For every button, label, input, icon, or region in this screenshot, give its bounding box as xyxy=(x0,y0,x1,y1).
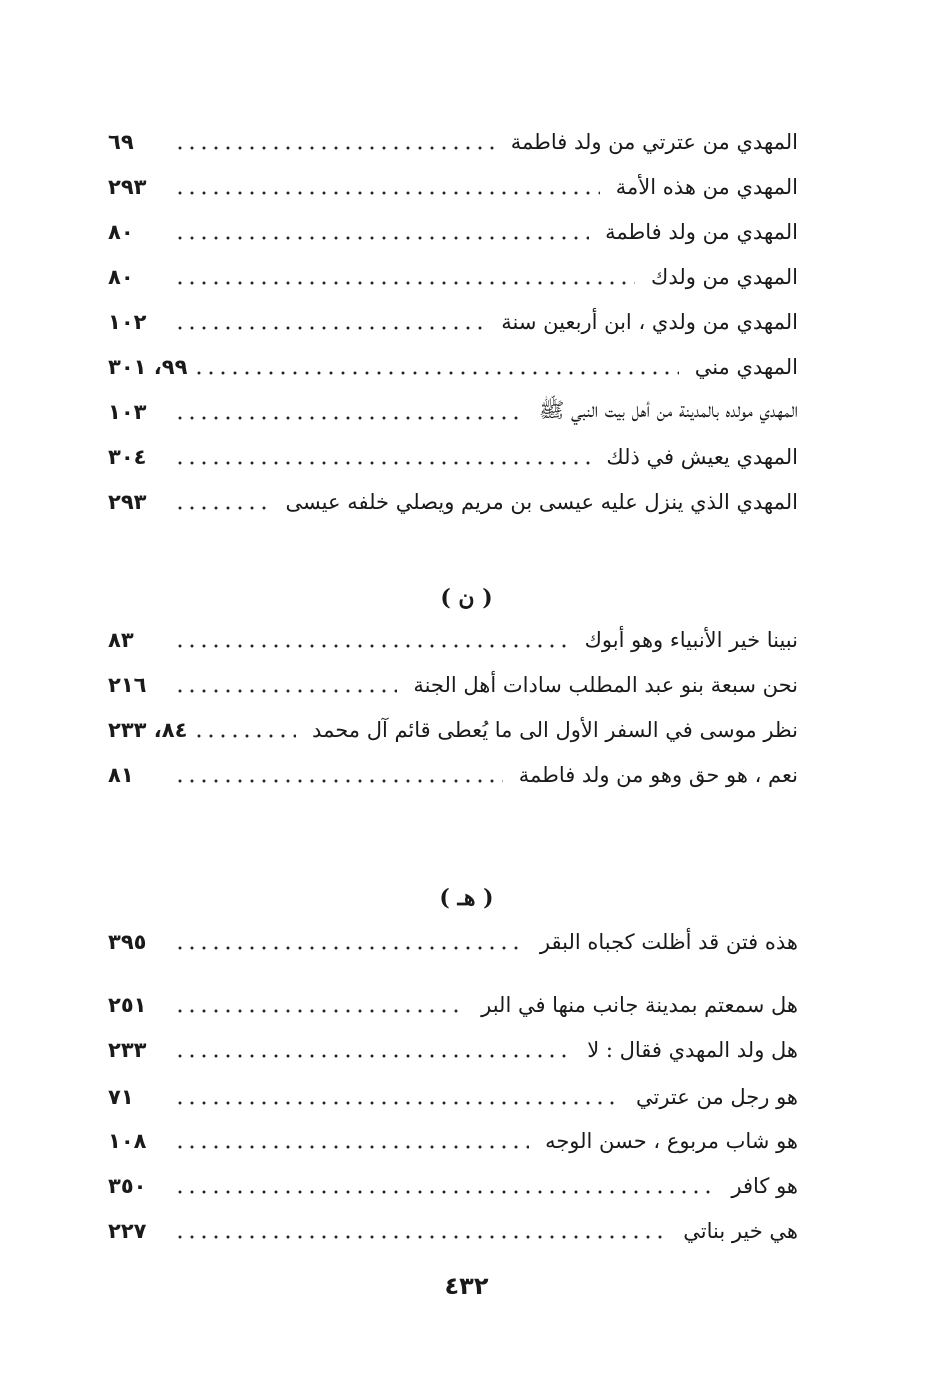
leader-dots xyxy=(193,371,678,375)
entry-text: نحن سبعة بنو عبد المطلب سادات أهل الجنة xyxy=(403,673,798,697)
entry-text: هل سمعتم بمدينة جانب منها في البر xyxy=(471,993,798,1017)
leader-dots xyxy=(174,1235,667,1239)
entry-page: ٨٠ xyxy=(108,220,134,244)
index-entry xyxy=(108,620,798,660)
entry-text: المهدي يعيش في ذلك xyxy=(596,445,798,469)
page-number: ٤٣٢ xyxy=(444,1272,489,1300)
leader-dots xyxy=(174,326,485,330)
index-entry xyxy=(108,482,798,522)
leader-dots xyxy=(174,1009,465,1013)
entry-text: المهدي من ولد فاطمة xyxy=(595,220,798,244)
entry-text: المهدي الذي ينزل عليه عيسى بن مريم ويصلي خلفه عيسى xyxy=(275,490,798,514)
leader-dots xyxy=(174,146,495,150)
entry-text: هو رجل من عترتي xyxy=(626,1085,798,1109)
index-entry xyxy=(108,257,798,297)
index-entry xyxy=(108,1030,798,1070)
leader-dots xyxy=(174,946,524,950)
index-entry xyxy=(108,212,798,252)
index-entry xyxy=(108,755,798,795)
entry-page: ٨٣ xyxy=(108,628,134,652)
index-entry xyxy=(108,985,798,1025)
entry-page: ١٠٣ xyxy=(108,400,147,424)
section-heading: ( ن ) xyxy=(440,585,493,611)
entry-page: ٣٥٠ xyxy=(108,1174,147,1198)
entry-text: المهدي من هذه الأمة xyxy=(606,175,798,199)
entry-page: ٢٢٧ xyxy=(108,1219,147,1243)
index-entry xyxy=(108,1166,798,1206)
leader-dots xyxy=(193,734,296,738)
entry-text: هو كافر xyxy=(721,1174,798,1198)
entry-page: ٣٩٥ xyxy=(108,930,147,954)
entry-text: المهدي مولده بالمدينة من أهل بيت النبي ﷺ xyxy=(529,397,798,428)
index-entry xyxy=(108,122,798,162)
entry-page: ٢٩٣ xyxy=(108,175,147,199)
entry-text: نعم ، هو حق وهو من ولد فاطمة xyxy=(509,763,798,787)
index-entry xyxy=(108,922,798,962)
entry-page: ٣٠٤ xyxy=(108,445,147,469)
leader-dots xyxy=(174,1145,529,1149)
entry-page: ٢٥١ xyxy=(108,993,147,1017)
leader-dots xyxy=(174,191,600,195)
entry-text: المهدي من ولدك xyxy=(641,265,798,289)
index-entry xyxy=(108,167,798,207)
leader-dots xyxy=(174,461,590,465)
entry-page: ١٠٨ xyxy=(108,1129,147,1153)
entry-text: المهدي من عترتي من ولد فاطمة xyxy=(501,130,798,154)
entry-page: ٦٩ xyxy=(108,130,134,154)
entry-page: ٨٠ xyxy=(108,265,134,289)
index-entry xyxy=(108,1121,798,1161)
section-heading: ( هـ ) xyxy=(439,885,494,911)
entry-text: هذه فتن قد أظلت كجباه البقر xyxy=(530,930,798,954)
entry-text: المهدي مني xyxy=(685,355,798,379)
entry-page: ١٠٢ xyxy=(108,310,147,334)
entry-text: هو شاب مربوع ، حسن الوجه xyxy=(535,1129,798,1153)
leader-dots xyxy=(174,416,523,420)
entry-page: ٨١ xyxy=(108,763,134,787)
entry-text: المهدي من ولدي ، ابن أربعين سنة xyxy=(491,310,798,334)
leader-dots xyxy=(174,689,397,693)
index-entry xyxy=(108,347,798,387)
index-entry xyxy=(108,665,798,705)
leader-dots xyxy=(174,1054,571,1058)
leader-dots xyxy=(174,506,269,510)
index-entry xyxy=(108,1211,798,1251)
leader-dots xyxy=(174,1101,620,1105)
index-entry xyxy=(108,1077,798,1117)
entry-text: نبينا خير الأنبياء وهو أبوك xyxy=(575,628,798,652)
leader-dots xyxy=(174,644,569,648)
entry-page: ٢٩٣ xyxy=(108,490,147,514)
leader-dots xyxy=(174,779,503,783)
entry-page: ٢٣٣ xyxy=(108,1038,147,1062)
entry-text: هي خير بناتي xyxy=(673,1219,798,1243)
entry-page: ٢١٦ xyxy=(108,673,147,697)
index-entry xyxy=(108,302,798,342)
entry-page: ٩٩، ٣٠١ xyxy=(108,355,188,379)
entry-text: هل ولد المهدي فقال : لا xyxy=(577,1038,798,1062)
entry-text: نظر موسى في السفر الأول الى ما يُعطى قائم آل محمد xyxy=(302,718,798,742)
index-entry xyxy=(108,710,798,750)
leader-dots xyxy=(174,1190,715,1194)
entry-page: ٧١ xyxy=(108,1085,134,1109)
index-entry xyxy=(108,437,798,477)
entry-page: ٨٤، ٢٣٣ xyxy=(108,718,188,742)
leader-dots xyxy=(174,281,635,285)
index-entry xyxy=(108,392,798,432)
leader-dots xyxy=(174,236,589,240)
